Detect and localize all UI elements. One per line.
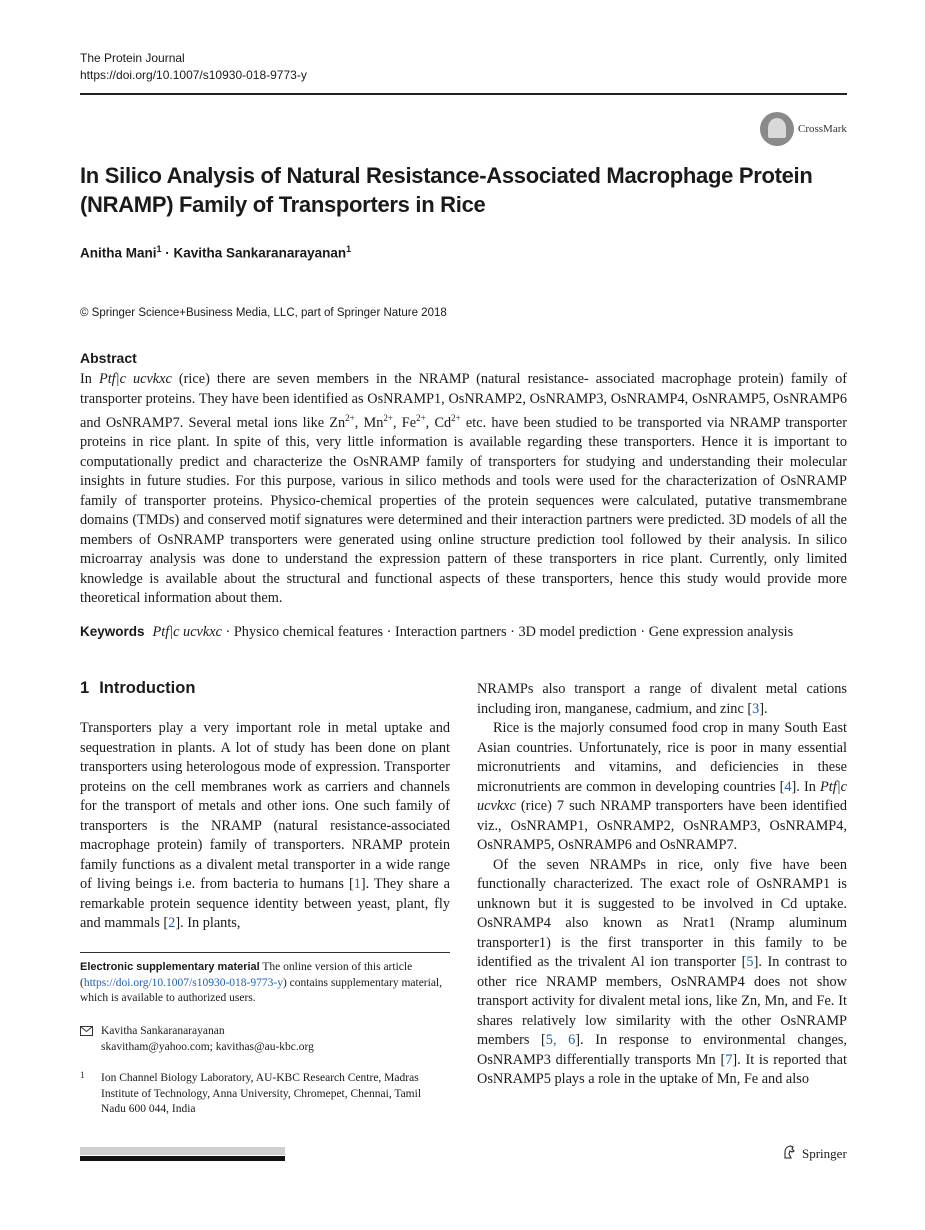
species-name: Ptf|c ucvkxc bbox=[477, 778, 847, 814]
section-title: Introduction bbox=[99, 679, 196, 697]
footnote-rule bbox=[80, 952, 450, 953]
copyright-notice: © Springer Science+Business Media, LLC, part of Springer Nature 2018 bbox=[80, 307, 447, 319]
keywords-line bbox=[80, 622, 870, 642]
citation-link[interactable]: 5 bbox=[746, 954, 754, 970]
citation-link[interactable]: 2 bbox=[168, 915, 176, 931]
left-column bbox=[80, 719, 450, 934]
section-heading-introduction bbox=[80, 679, 195, 698]
paragraph: Of the seven NRAMPs in rice, only five have been functionally characterized. The exact role of OsNRAMP1 is unknown but it is suggested to be involved in Cd uptake. OsNRAMP4 also known as Nrat1 (Nramp aluminum transporter1) is the first transporter in this family to be identified as the trivalent Al ion transporter [5]. In contrast to other rice NRAMP members, OsNRAMP4 does not show transport activity for divalent metal ions, like Zn, Mn, and Fe. It shares relatively low similarity with the other OsNRAMP members [5, 6]. In response to environmental changes, OsNRAMP3 differentially transports Mn [7]. It is reported that OsNRAMP5 plays a role in the uptake of Mn, Fe and also bbox=[477, 856, 847, 1087]
paragraph: NRAMPs also transport a range of divalent metal cations including iron, manganese, cadmium, and zinc [3]. bbox=[477, 681, 847, 717]
springer-horse-icon bbox=[782, 1145, 796, 1163]
abstract-body: In Ptf|c ucvkxc (rice) there are seven members in the NRAMP (natural resistance- associated macrophage protein) family of transporter proteins. They have been identified as OsNRAMP1, OsNRAMP2, OsNRAMP3, OsNRAMP4, OsNRAMP5, OsNRAMP6 and OsNRAMP7. Several metal ions like $Zn^{2+}$, $Mn^{2+}$, $Fe^{2+}$, $Cd^{2+}$ etc. have been studied to be transported via NRAMP transporter proteins in rice plant. In spite of this, very little information is available regarding these transporters. Hence it is important to computationally predict and characterize the OsNRAMP family of transporters for studying and understanding their molecular insights in future studies. For this purpose, various in silico methods and tools were used for the characterization of OsNRAMP family of transporter proteins. Physico-chemical properties of the protein sequences were calculated, putative transmembrane domains (TMDs) and conserved motif signatures were determined and their interaction partners were predicted. 3D models of all the members of OsNRAMP transporters were generated using online structure prediction tool followed by their analysis. In silico microarray analysis was done to understand the expression pattern of these transporters in rice plant. Currently, only limited knowledge is available about the structural and functional aspects of these transporters, hence this study would provide more theoretical information about them. bbox=[80, 371, 848, 607]
affiliation-marker: 1 bbox=[346, 244, 352, 254]
affiliation-number: 1 bbox=[80, 1070, 85, 1080]
keyword-species: Ptf|c ucvkxc bbox=[152, 624, 222, 640]
author-separator: · bbox=[161, 245, 174, 261]
affiliation-marker: 1 bbox=[156, 244, 162, 254]
publisher-name: Springer bbox=[802, 1146, 847, 1161]
crossmark-label: CrossMark bbox=[798, 123, 847, 135]
keywords-label: Keywords bbox=[80, 624, 145, 639]
author-name[interactable]: Kavitha Sankaranarayanan bbox=[173, 245, 347, 261]
paragraph: Transporters play a very important role in metal uptake and sequestration in plants. A lot of study has been done on plant transporters using heterologous mode of expression. Transporter proteins on the cell membranes work as carriers and channels for the transport of metals and other ions. One such family of transporters is the NRAMP (natural resistance-associated macrophage protein) family of transporters. NRAMP protein family functions as a divalent metal transporter in a wide range of living beings i.e. from bacteria to humans [1]. They share a remarkable protein sequence identity between yeast, plant, fly and mammals [2]. In plants, bbox=[80, 720, 451, 931]
citation-link[interactable]: 3 bbox=[752, 700, 760, 717]
journal-name: The Protein Journal bbox=[80, 51, 185, 65]
abstract-heading: Abstract bbox=[80, 350, 137, 366]
citation-link[interactable]: 4 bbox=[784, 778, 792, 795]
esm-link[interactable]: https://doi.org/10.1007/s10930-018-9773-y bbox=[83, 976, 283, 989]
article-title: In Silico Analysis of Natural Resistance-Associated Macrophage Protein (NRAMP) Family of Transporters in Rice bbox=[80, 163, 813, 217]
author-name[interactable]: Anitha Mani bbox=[80, 245, 157, 261]
corresponding-author-email[interactable]: skavitham@yahoo.com; kavithas@au-kbc.org bbox=[101, 1041, 314, 1053]
paragraph: Rice is the majorly consumed food crop in many South East Asian countries. Unfortunately, rice is poor in many essential micronutrients and vitamins, and deficiencies in these micronutrients are common in developing countries [4]. In Ptf|c ucvkxc (rice) 7 such NRAMP transporters have been identified viz., OsNRAMP1, OsNRAMP2, OsNRAMP3, OsNRAMP4, OsNRAMP5, OsNRAMP6 and OsNRAMP7. bbox=[477, 720, 847, 853]
springer-logo bbox=[782, 1145, 847, 1163]
crossmark-icon bbox=[760, 112, 794, 146]
esm-label: Electronic supplementary material bbox=[80, 961, 260, 973]
author-list bbox=[80, 244, 351, 261]
envelope-icon bbox=[80, 1025, 93, 1040]
barcode-strip bbox=[80, 1147, 285, 1161]
supplementary-note: Electronic supplementary material The online version of this article (https://doi.org/10.1007/s10930-018-9773-y) contains supplementary material, which is available to authorized users. bbox=[80, 961, 442, 1004]
crossmark-badge[interactable] bbox=[760, 112, 847, 146]
right-column bbox=[477, 680, 847, 1090]
citation-link[interactable]: 1 bbox=[353, 876, 361, 892]
corresponding-author-name: Kavitha Sankaranarayanan bbox=[101, 1025, 225, 1037]
corresponding-author bbox=[101, 1023, 314, 1055]
section-number: 1 bbox=[80, 679, 90, 697]
header-rule bbox=[80, 93, 847, 95]
citation-link[interactable]: 7 bbox=[725, 1051, 733, 1068]
keyword-list: · Physico chemical features · Interaction partners · 3D model prediction · Gene expression analysis bbox=[221, 624, 794, 640]
citation-link[interactable]: 5, 6 bbox=[545, 1032, 576, 1048]
article-doi[interactable]: https://doi.org/10.1007/s10930-018-9773-y bbox=[80, 68, 307, 82]
species-name: Ptf|c ucvkxc bbox=[98, 371, 172, 387]
affiliation-text: Ion Channel Biology Laboratory, AU-KBC Research Centre, Madras Institute of Technology, Anna University, Chromepet, Chennai, Tamil Nadu 600 044, India bbox=[101, 1072, 422, 1115]
